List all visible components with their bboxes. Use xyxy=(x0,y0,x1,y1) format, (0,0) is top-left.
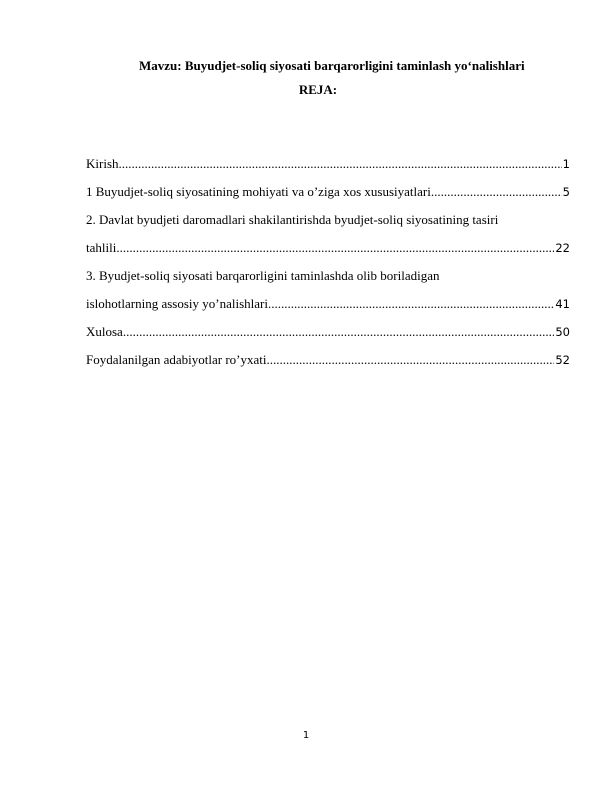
toc-page-number: 50 xyxy=(555,325,570,339)
toc-entry-text: Foydalanilgan adabiyotlar ro’yxati xyxy=(86,352,267,367)
toc-entry-intro[interactable] xyxy=(86,150,570,178)
toc-entry-text: Xulosa xyxy=(86,324,123,339)
toc-line xyxy=(86,234,570,262)
toc-entry-conclusion[interactable] xyxy=(86,318,570,346)
toc-entry-chapter-1[interactable] xyxy=(86,178,570,206)
toc-entry-text: 1 Buyudjet-soliq siyosatining mohiyati va o’ziga xos xususiyatlari xyxy=(86,184,431,199)
toc-line xyxy=(86,150,570,178)
toc-leader-dots xyxy=(268,290,554,318)
toc-entry-chapter-2[interactable] xyxy=(86,206,570,262)
toc-page-number: 52 xyxy=(555,353,570,367)
toc-entry-text: islohotlarning assosiy yo’nalishlari xyxy=(86,296,268,311)
toc-leader-dots xyxy=(431,178,562,206)
toc-leader-dots xyxy=(119,150,562,178)
toc-page-number: 5 xyxy=(562,185,570,199)
toc-leader-dots xyxy=(123,318,555,346)
toc-line xyxy=(86,346,570,374)
toc-page-number: 41 xyxy=(555,297,570,311)
toc-leader-dots xyxy=(116,234,554,262)
toc-entry-first-line: 2. Davlat byudjeti daromadlari shakilantirishda byudjet-soliq siyosatining tasiri xyxy=(86,212,499,227)
plan-heading xyxy=(0,82,612,98)
toc-page-number: 22 xyxy=(555,241,570,255)
page-number: 1 xyxy=(302,730,310,741)
toc-entry-first-line: 3. Byudjet-soliq siyosati barqarorligini taminlashda olib boriladigan xyxy=(86,268,440,283)
toc-leader-dots xyxy=(267,346,555,374)
toc-line xyxy=(86,178,570,206)
toc-line xyxy=(86,318,570,346)
toc-entry-chapter-3[interactable] xyxy=(86,262,570,318)
toc-entry-text: tahlili xyxy=(86,240,117,255)
toc-entry-text: Kirish xyxy=(86,156,119,171)
toc-page-number: 1 xyxy=(562,157,570,171)
plan-heading-text: REJA: xyxy=(298,82,338,97)
table-of-contents xyxy=(86,150,570,374)
document-title: Mavzu: Buyudjet-soliq siyosati barqarorligini taminlash yo‘nalishlari xyxy=(139,58,525,73)
toc-entry-references[interactable] xyxy=(86,346,570,374)
toc-line xyxy=(86,290,570,318)
